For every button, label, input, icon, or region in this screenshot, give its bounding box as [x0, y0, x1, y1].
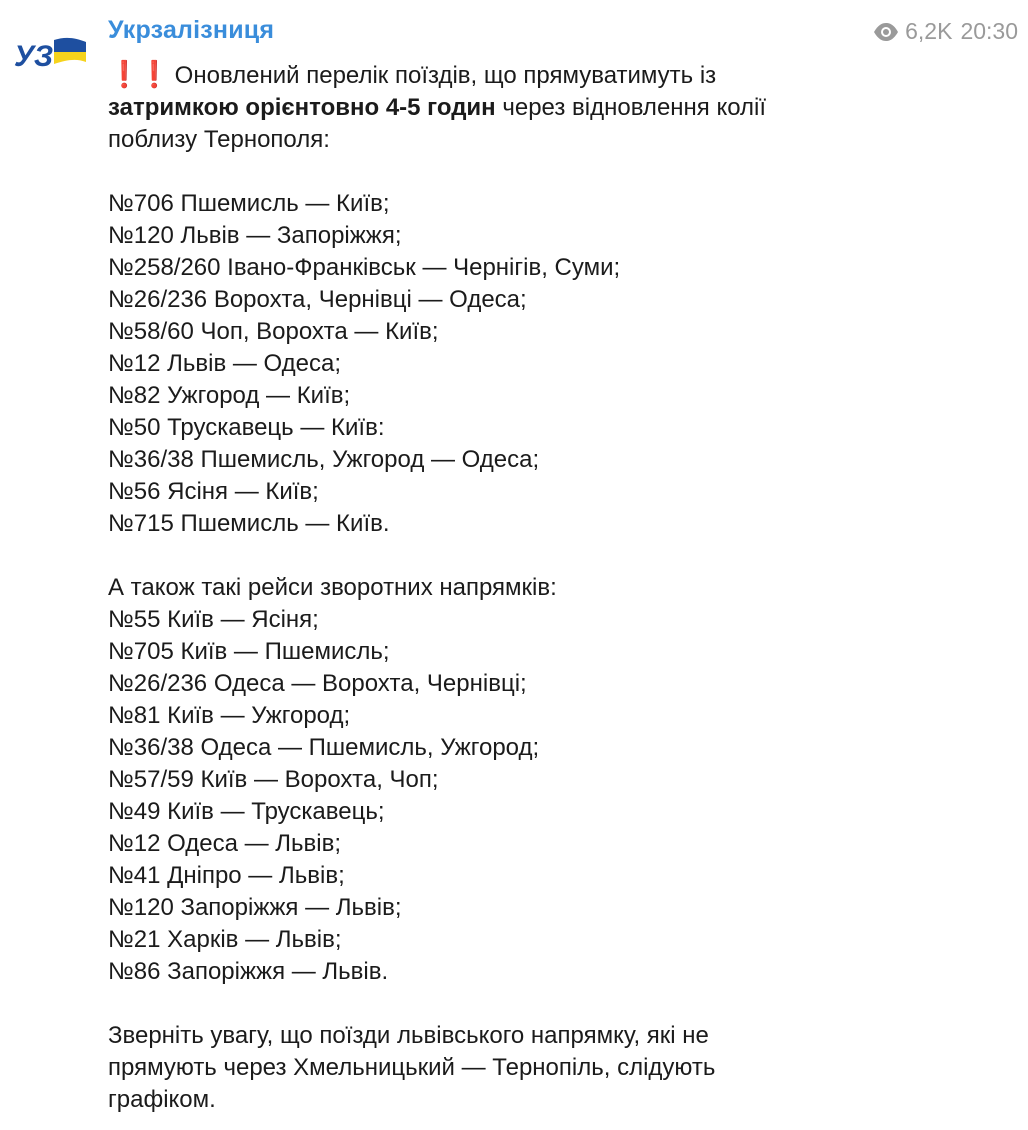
exclamation-icon: ❗	[108, 59, 141, 89]
logo-flag-yellow	[54, 52, 86, 64]
reverse-train-item: №705 Київ — Пшемисль;	[108, 638, 390, 665]
intro-line-3: поблизу Тернополя:	[108, 126, 330, 153]
train-item: №56 Ясіня — Київ;	[108, 478, 319, 505]
reverse-train-list	[108, 604, 1008, 988]
reverse-train-item: №81 Київ — Ужгород;	[108, 702, 351, 729]
train-item: №706 Пшемисль — Київ;	[108, 190, 390, 217]
intro-line-2	[108, 92, 1008, 124]
note-line: графіком.	[108, 1086, 216, 1113]
reverse-train-item: №86 Запоріжжя — Львів.	[108, 958, 389, 985]
channel-avatar[interactable]	[14, 30, 86, 74]
train-item: №715 Пшемисль — Київ.	[108, 510, 390, 537]
intro-text: Оновлений перелік поїздів, що прямуватимуть із	[174, 62, 717, 89]
spacer	[108, 156, 1008, 188]
reverse-train-item: №55 Київ — Ясіня;	[108, 606, 319, 633]
eye-icon	[873, 22, 899, 42]
reverse-train-item: №12 Одеса — Львів;	[108, 830, 342, 857]
post-meta	[873, 18, 1018, 45]
reverse-train-item: №49 Київ — Трускавець;	[108, 798, 385, 825]
spacer	[108, 988, 1008, 1020]
train-list	[108, 188, 1008, 540]
intro-bold-text: затримкою орієнтовно 4-5 годин	[108, 94, 496, 121]
reverse-train-item: №26/236 Одеса — Ворохта, Чернівці;	[108, 670, 527, 697]
post-header	[108, 16, 1018, 52]
post-time: 20:30	[960, 18, 1018, 44]
logo-text: УЗ	[14, 40, 54, 73]
train-item: №58/60 Чоп, Ворохта — Київ;	[108, 318, 439, 345]
note-line: прямують через Хмельницький — Тернопіль, слідують	[108, 1054, 716, 1081]
spacer	[108, 540, 1008, 572]
reverse-train-item: №21 Харків — Львів;	[108, 926, 342, 953]
train-item: №12 Львів — Одеса;	[108, 350, 342, 377]
intro-text-cont: через відновлення колії	[495, 94, 767, 121]
train-item: №50 Трускавець — Київ:	[108, 414, 385, 441]
channel-name-link[interactable]: Укрзалізниця	[108, 16, 275, 44]
train-item: №120 Львів — Запоріжжя;	[108, 222, 402, 249]
note-line: Зверніть увагу, що поїзди львівського напрямку, які не	[108, 1022, 709, 1049]
train-item: №36/38 Пшемисль, Ужгород — Одеса;	[108, 446, 540, 473]
post-message	[108, 58, 1008, 1116]
reverse-train-item: №120 Запоріжжя — Львів;	[108, 894, 402, 921]
train-item: №26/236 Ворохта, Чернівці — Одеса;	[108, 286, 527, 313]
train-item: №82 Ужгород — Київ;	[108, 382, 351, 409]
train-item: №258/260 Івано-Франківськ — Чернігів, Суми;	[108, 254, 621, 281]
reverse-train-item: №36/38 Одеса — Пшемисль, Ужгород;	[108, 734, 540, 761]
view-count: 6,2K	[905, 18, 953, 44]
reverse-train-item: №41 Дніпро — Львів;	[108, 862, 345, 889]
logo-flag-blue	[54, 38, 86, 52]
uz-logo	[14, 30, 86, 74]
exclamation-icon: ❗	[138, 59, 171, 89]
intro-line-1	[108, 58, 1008, 92]
reverse-heading: А також такі рейси зворотних напрямків:	[108, 574, 557, 601]
reverse-train-item: №57/59 Київ — Ворохта, Чоп;	[108, 766, 439, 793]
note-paragraph	[108, 1020, 1008, 1116]
